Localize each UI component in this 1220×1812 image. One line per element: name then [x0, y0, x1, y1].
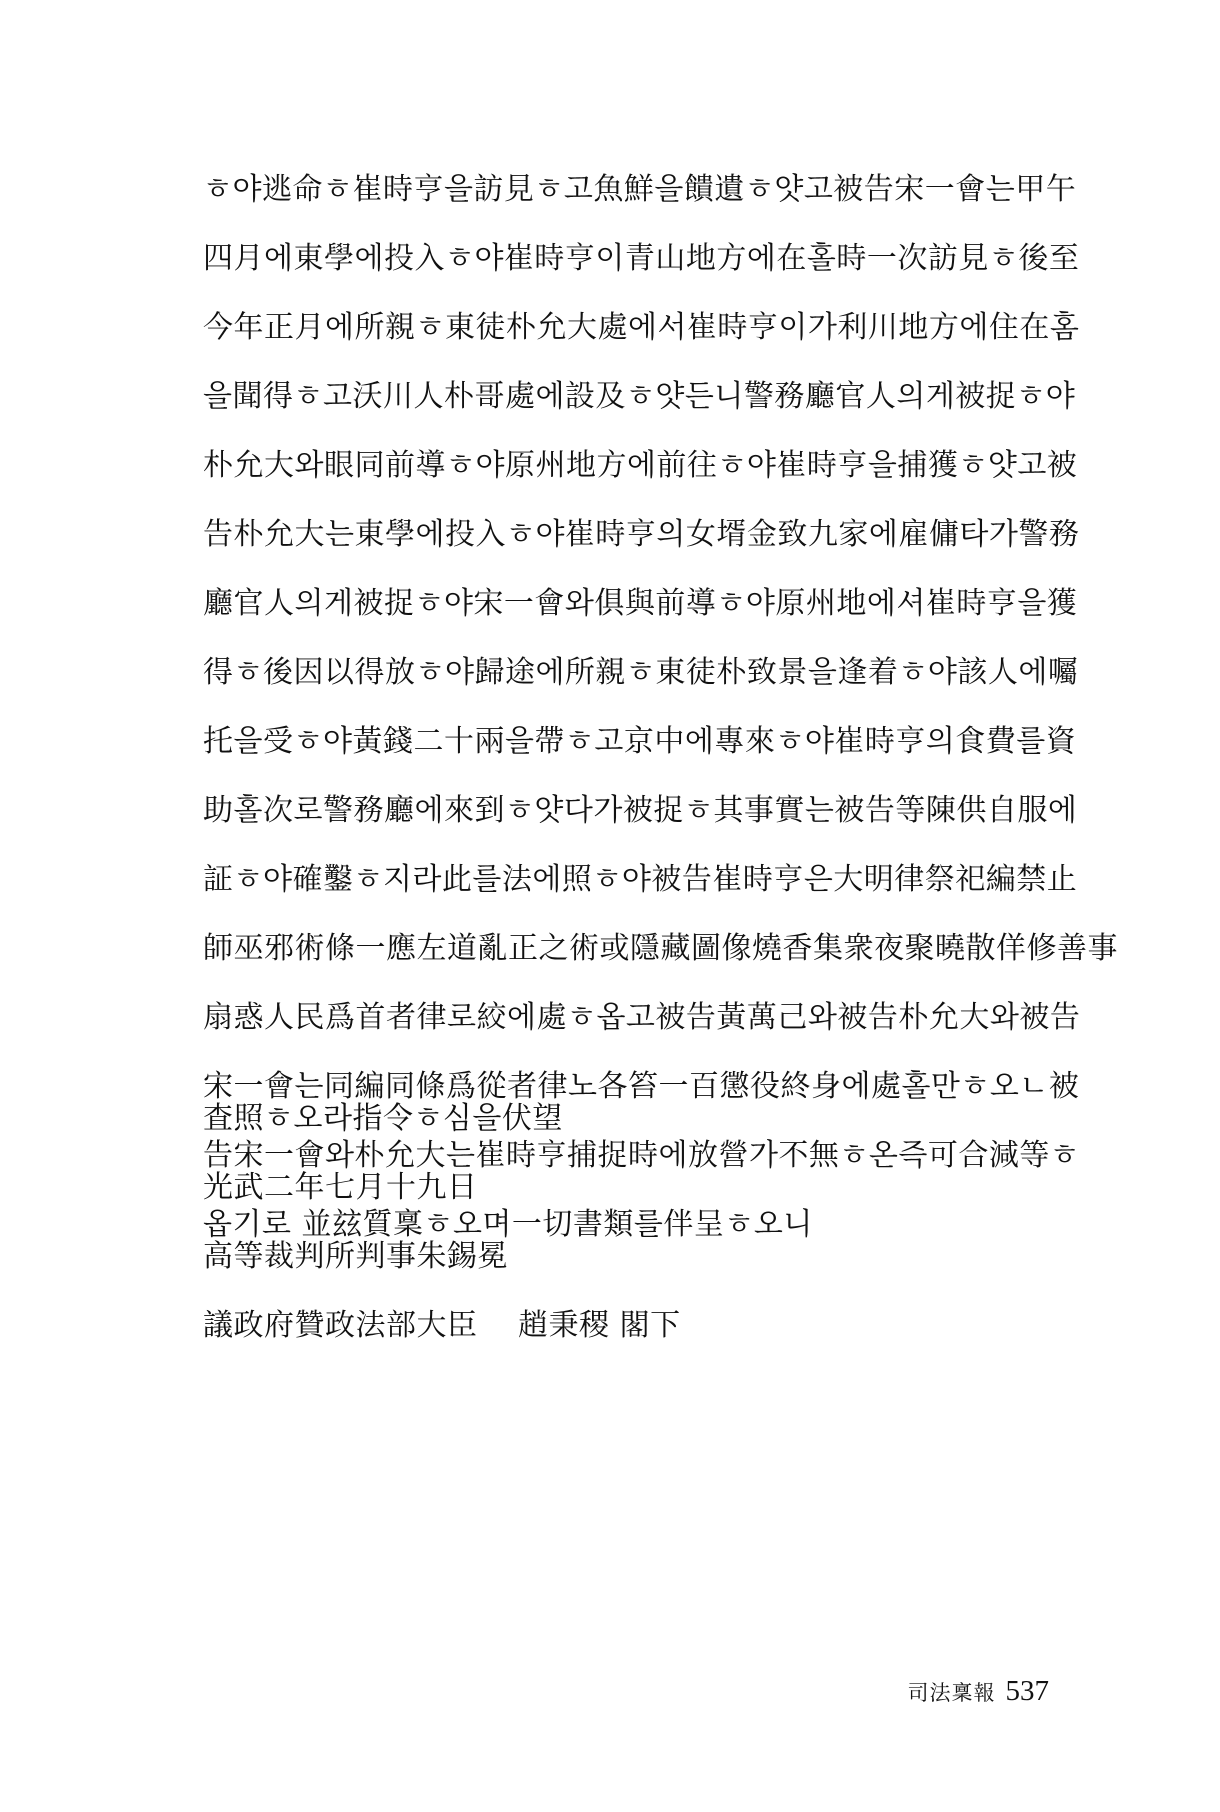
page-number: 537	[1005, 1675, 1049, 1707]
body-line-13: 扇惑人民爲首者律로絞에處ㅎ옵고被告黃萬己와被告朴允大와被告	[203, 1000, 1081, 1035]
body-line-8: 得ㅎ後因以得放ㅎ야歸途에所親ㅎ東徒朴致景을逢着ㅎ야該人에囑	[203, 655, 1079, 690]
body-line-2: 四月에東學에投入ㅎ야崔時亨이青山地方에在홀時一次訪見ㅎ後至	[203, 241, 1080, 276]
body-line-4: 을聞得ㅎ고沃川人朴哥處에設及ㅎ얏든니警務廳官人의게被捉ㅎ야	[203, 379, 1076, 414]
closing-request-line: 査照ㅎ오라指令ㅎ심을伏望	[203, 1101, 563, 1136]
body-line-15: 告宋一會와朴允大는崔時亨捕捉時에放營가不無ㅎ온즉可合減等ㅎ	[203, 1138, 1080, 1173]
body-line-9: 托을受ㅎ야黃錢二十兩을帶ㅎ고京中에專來ㅎ야崔時亨의食費를資	[203, 724, 1077, 759]
sender-signature: 高等裁判所判事朱錫冕	[203, 1239, 508, 1274]
body-line-1: ㅎ야逃命ㅎ崔時亨을訪見ㅎ고魚鮮을饋遺ㅎ얏고被告宋一會는甲午	[203, 172, 1077, 207]
publication-title: 司法稟報	[907, 1681, 996, 1705]
body-line-3: 今年正月에所親ㅎ東徒朴允大處에서崔時亨이가利川地方에住在홈	[203, 310, 1080, 345]
body-line-6: 告朴允大는東學에投入ㅎ야崔時亨의女壻金致九家에雇傭타가警務	[203, 517, 1080, 552]
body-line-16: 옵기로 並玆質稟ㅎ오며一切書類를伴呈ㅎ오니	[203, 1207, 813, 1242]
page-footer	[908, 1675, 1050, 1708]
body-line-7: 廳官人의게被捉ㅎ야宋一會와俱與前導ㅎ야原州地에셔崔時亨을獲	[203, 586, 1078, 621]
recipient-address: 議政府贊政法部大臣 趙秉稷 閣下	[203, 1308, 681, 1343]
document-closing	[203, 1097, 681, 1373]
body-line-5: 朴允大와眼同前導ㅎ야原州地方에前往ㅎ야崔時亨을捕獲ㅎ얏고被	[203, 448, 1078, 483]
document-date: 光武二年七月十九日	[203, 1170, 478, 1205]
body-line-12: 師巫邪術條一應左道亂正之術或隱藏圖像燒香集衆夜聚曉散佯修善事	[203, 931, 1118, 966]
body-line-11: 証ㅎ야確鑿ㅎ지라此를法에照ㅎ야被告崔時亨은大明律祭祀編禁止	[203, 862, 1078, 897]
body-line-14: 宋一會는同編同條爲從者律노各笞一百懲役終身에處홀만ㅎ오ㄴ被	[203, 1069, 1080, 1104]
body-line-10: 助홀次로警務廳에來到ㅎ얏다가被捉ㅎ其事實는被告等陳供自服에	[203, 793, 1078, 828]
